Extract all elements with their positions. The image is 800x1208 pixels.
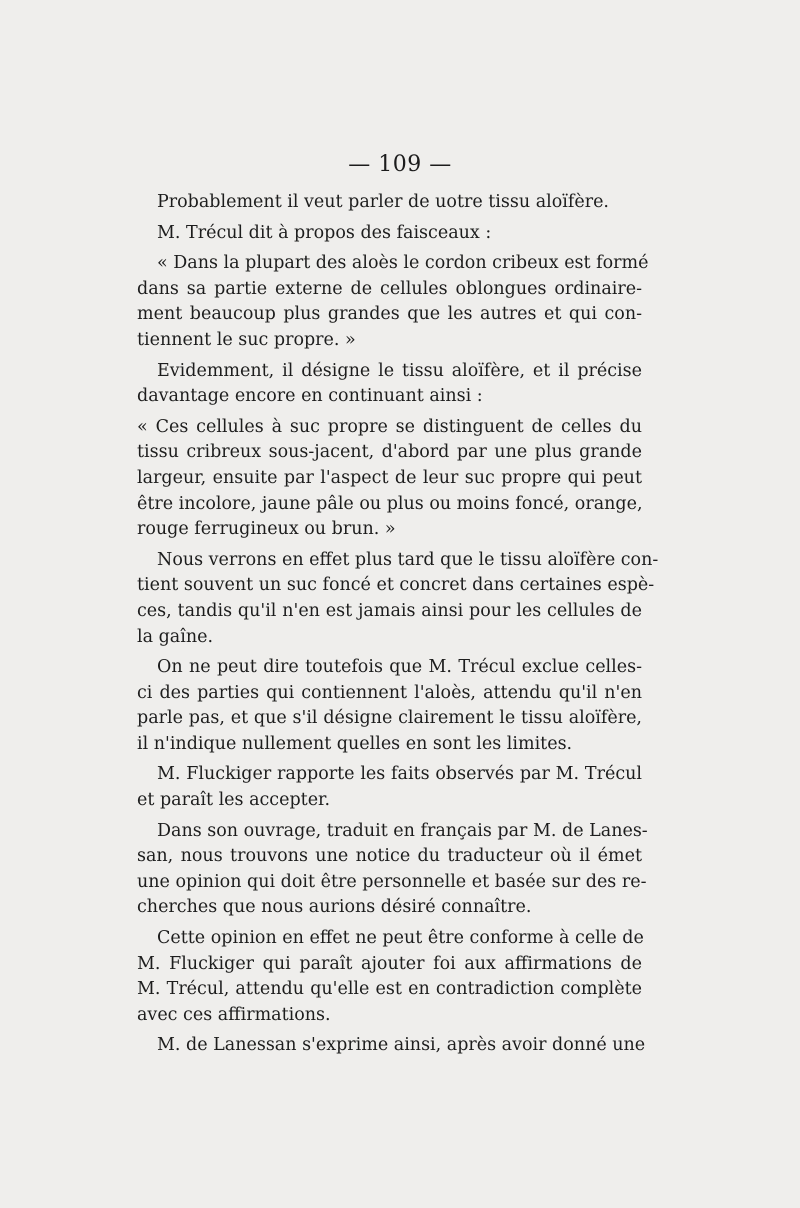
paragraph	[137, 548, 659, 650]
paragraph	[137, 1033, 646, 1059]
text-line: M. Fluckiger rapporte les faits observés par M. Trécul	[157, 764, 642, 785]
text-line: Dans son ouvrage, traduit en français par M. de Lanes-	[157, 820, 648, 841]
paragraph	[137, 190, 642, 216]
text-line: Cette opinion en effet ne peut être conforme à celle de	[157, 928, 644, 949]
body-text	[137, 190, 659, 1064]
text-line: « Dans la plupart des aloès le cordon cribeux est formé	[157, 253, 649, 274]
text-line: il n'indique nullement quelles en sont les limites.	[137, 733, 573, 754]
paragraph	[137, 655, 642, 757]
text-line: tissu cribreux sous-jacent, d'abord par une plus grande	[137, 442, 642, 463]
text-line: san, nous trouvons une notice du traducteur où il émet	[137, 846, 642, 867]
text-line: une opinion qui doit être personnelle et basée sur des re-	[137, 871, 647, 892]
paragraph	[137, 415, 642, 543]
text-line: On ne peut dire toutefois que M. Trécul exclue celles-	[157, 657, 642, 678]
text-line: la gaîne.	[137, 626, 214, 647]
text-line: M. Trécul, attendu qu'elle est en contradiction complète	[137, 979, 642, 1000]
text-line: « Ces cellules à suc propre se distinguent de celles du	[137, 416, 642, 437]
text-line: M. Trécul dit à propos des faisceaux :	[157, 222, 492, 243]
text-line: Probablement il veut parler de uotre tissu aloïfère.	[157, 192, 609, 212]
text-line: M. Fluckiger qui paraît ajouter foi aux affirmations de	[137, 953, 642, 974]
text-line: ci des parties qui contiennent l'aloès, attendu qu'il n'en	[137, 682, 642, 703]
paragraph	[137, 251, 649, 353]
paragraph	[137, 359, 642, 410]
text-line: dans sa partie externe de cellules oblongues ordinaire-	[137, 278, 642, 299]
paragraph	[137, 221, 642, 247]
text-line: et paraît les accepter.	[137, 790, 331, 811]
page-number: — 109 —	[348, 152, 452, 177]
text-line: cherches que nous aurions désiré connaître.	[137, 897, 532, 918]
text-line: davantage encore en continuant ainsi :	[137, 386, 483, 407]
text-line: ment beaucoup plus grandes que les autres et qui con-	[137, 304, 642, 325]
text-line: parle pas, et que s'il désigne clairement le tissu aloïfère,	[137, 708, 642, 729]
paragraph	[137, 926, 642, 1028]
text-line: ces, tandis qu'il n'en est jamais ainsi pour les cellules de	[137, 600, 642, 621]
text-line: Nous verrons en effet plus tard que le tissu aloïfère con-	[157, 549, 659, 570]
text-line: avec ces affirmations.	[137, 1004, 331, 1025]
text-line: tient souvent un suc foncé et concret dans certaines espè-	[137, 575, 655, 596]
text-line: Evidemment, il désigne le tissu aloïfère, et il précise	[157, 360, 642, 381]
text-line: largeur, ensuite par l'aspect de leur suc propre qui peut	[137, 467, 642, 488]
text-line: rouge ferrugineux ou brun. »	[137, 519, 396, 540]
paragraph	[137, 762, 642, 813]
text-line: M. de Lanessan s'exprime ainsi, après avoir donné une	[157, 1035, 646, 1056]
text-line: être incolore, jaune pâle ou plus ou moins foncé, orange,	[137, 493, 643, 514]
text-line: tiennent le suc propre. »	[137, 329, 356, 350]
paragraph	[137, 819, 648, 921]
